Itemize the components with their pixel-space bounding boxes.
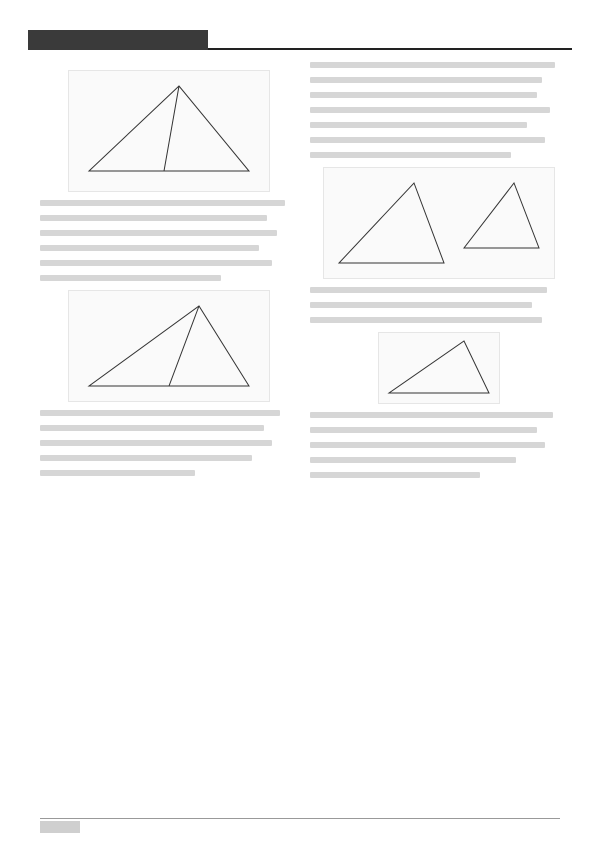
- text-block-4: [310, 287, 568, 323]
- text-block-1: [40, 200, 298, 281]
- header-rule: [208, 30, 572, 50]
- left-column: [40, 62, 298, 485]
- page-header: [28, 30, 572, 50]
- text-block-5: [310, 412, 568, 478]
- page-footer: [40, 818, 560, 833]
- geometry-figure-1: [68, 70, 270, 192]
- text-block-3: [310, 62, 568, 158]
- text-block-2: [40, 410, 298, 476]
- geometry-figure-2: [68, 290, 270, 402]
- header-band: [28, 30, 208, 50]
- page-number-box: [40, 821, 80, 833]
- geometry-figure-4: [378, 332, 500, 404]
- geometry-figure-3: [323, 167, 555, 279]
- right-column: [310, 62, 568, 487]
